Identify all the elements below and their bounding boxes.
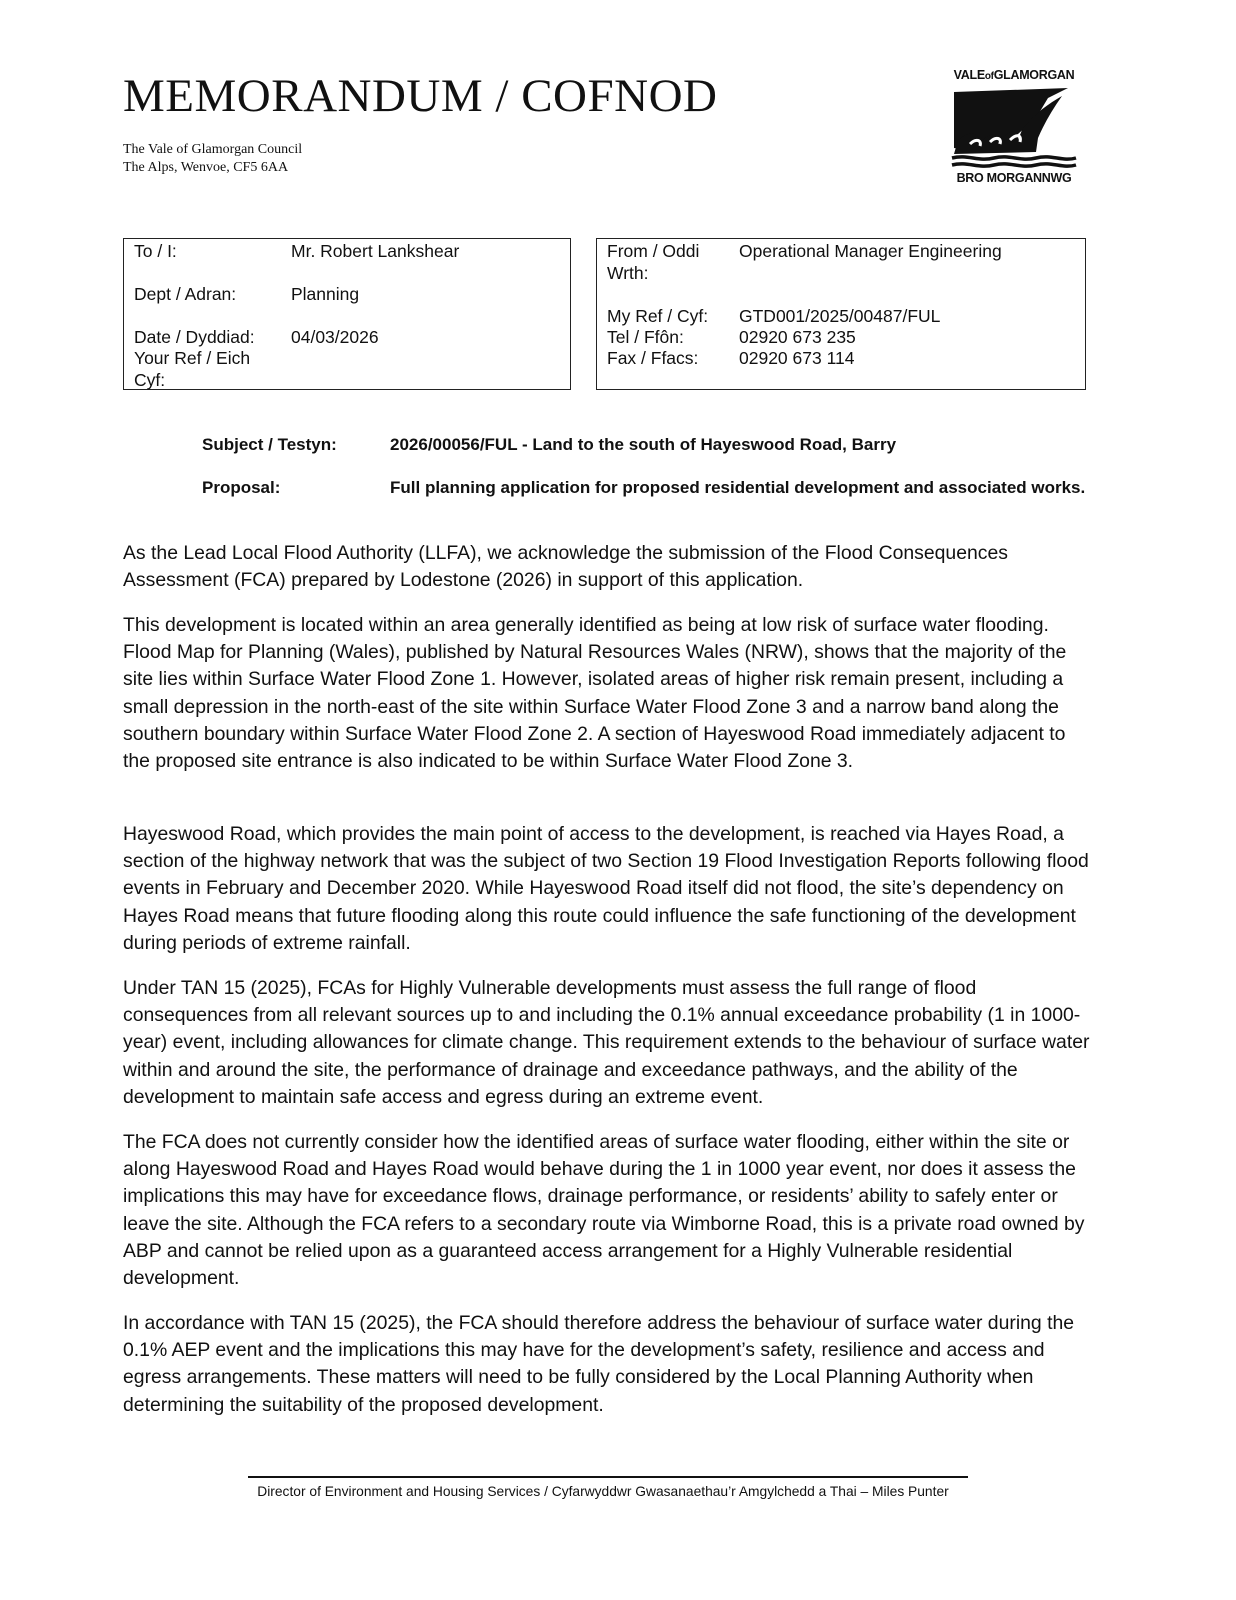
council-address: [123, 141, 302, 177]
date-value: 04/03/2026: [291, 327, 379, 347]
from-value: Operational Manager Engineering: [739, 241, 1002, 261]
body-paragraph: This development is located within an area generally identified as being at low risk of surface water flooding. Flood Map for Planning (Wales), published by Natural Resources Wales (NRW), shows that the majority of the site lies within Surface Water Flood Zone 1. However, isolated areas of higher risk remain present, including a small depression in the north-east of the site within Surface Water Flood Zone 3 and a narrow band along the southern boundary within Surface Water Flood Zone 2. A section of Hayeswood Road immediately adjacent to the proposed site entrance is also indicated to be within Surface Water Flood Zone 3.: [123, 614, 1067, 773]
my-ref-value: GTD001/2025/00487/FUL: [739, 306, 941, 326]
address-line-1: The Vale of Glamorgan Council: [123, 142, 303, 157]
subject-value: 2026/00056/FUL - Land to the south of Hayeswood Road, Barry: [390, 435, 897, 454]
dept-label: Dept / Adran:: [134, 284, 237, 304]
logo-top-text: VALEofGLAMORGAN: [953, 68, 1075, 82]
dept-value: Planning: [291, 284, 360, 304]
date-label: Date / Dyddiad:: [134, 327, 255, 347]
your-ref-label: Your Ref / Eich Cyf:: [134, 348, 251, 390]
fax-label: Fax / Ffacs:: [607, 348, 699, 368]
memo-title: MEMORANDUM / COFNOD: [123, 70, 718, 122]
to-value: Mr. Robert Lankshear: [291, 241, 460, 261]
body-paragraph: The FCA does not currently consider how the identified areas of surface water flooding, either within the site or along Hayeswood Road and Hayes Road would behave during the 1 in 1000 year event, nor does it assess the implications this may have for exceedance flows, drainage performance, or residents’ ability to safely enter or leave the site. Although the FCA refers to a secondary route via Wimborne Road, this is a private road owned by ABP and cannot be relied upon as a guaranteed access arrangement for a Highly Vulnerable residential development.: [123, 1131, 1085, 1290]
body-paragraph: As the Lead Local Flood Authority (LLFA), we acknowledge the submission of the Flood Consequences Assessment (FCA) prepared by Lodestone (2026) in support of this application.: [123, 542, 1008, 592]
proposal-label: Proposal:: [202, 478, 281, 497]
fax-value: 02920 673 114: [739, 348, 855, 368]
footer-text: Director of Environment and Housing Services / Cyfarwyddwr Gwasanaethau’r Amgylchedd a Thai – Miles Punter: [257, 1484, 949, 1499]
to-label: To / I:: [134, 241, 177, 261]
tel-value: 02920 673 235: [739, 327, 856, 347]
proposal-value: Full planning application for proposed residential development and associated works.: [390, 478, 1086, 497]
subject-label: Subject / Testyn:: [202, 435, 337, 454]
logo-wave-icon: [948, 84, 1080, 172]
from-details-box: [596, 238, 1086, 390]
body-paragraph: In accordance with TAN 15 (2025), the FCA should therefore address the behaviour of surface water during the 0.1% AEP event and the implications this may have for the development’s safety, resilience and access and egress arrangements. These matters will need to be fully considered by the Local Planning Authority when determining the suitability of the proposed development.: [123, 1312, 1075, 1416]
address-line-2: The Alps, Wenvoe, CF5 6AA: [123, 160, 289, 175]
tel-label: Tel / Ffôn:: [607, 327, 684, 347]
council-logo: [948, 68, 1080, 190]
body-paragraph: Under TAN 15 (2025), FCAs for Highly Vulnerable developments must assess the full range of flood consequences from all relevant sources up to and including the 0.1% annual exceedance probability (1 in 1000-year) event, including allowances for climate change. This requirement extends to the behaviour of surface water within and around the site, the performance of drainage and exceedance pathways, and the ability of the development to maintain safe access and egress during an extreme event.: [123, 977, 1090, 1108]
body-paragraph: Hayeswood Road, which provides the main point of access to the development, is reached via Hayes Road, a section of the highway network that was the subject of two Section 19 Flood Investigation Reports following flood events in February and December 2020. While Hayeswood Road itself did not flood, the site’s dependency on Hayes Road means that future flooding along this route could influence the safe functioning of the development during periods of extreme rainfall.: [123, 823, 1089, 954]
my-ref-label: My Ref / Cyf:: [607, 306, 709, 326]
footer-divider: [248, 1476, 968, 1478]
to-details-box: [123, 238, 571, 390]
from-label: From / Oddi Wrth:: [607, 241, 700, 283]
logo-bottom-text: BRO MORGANNWG: [956, 171, 1072, 185]
